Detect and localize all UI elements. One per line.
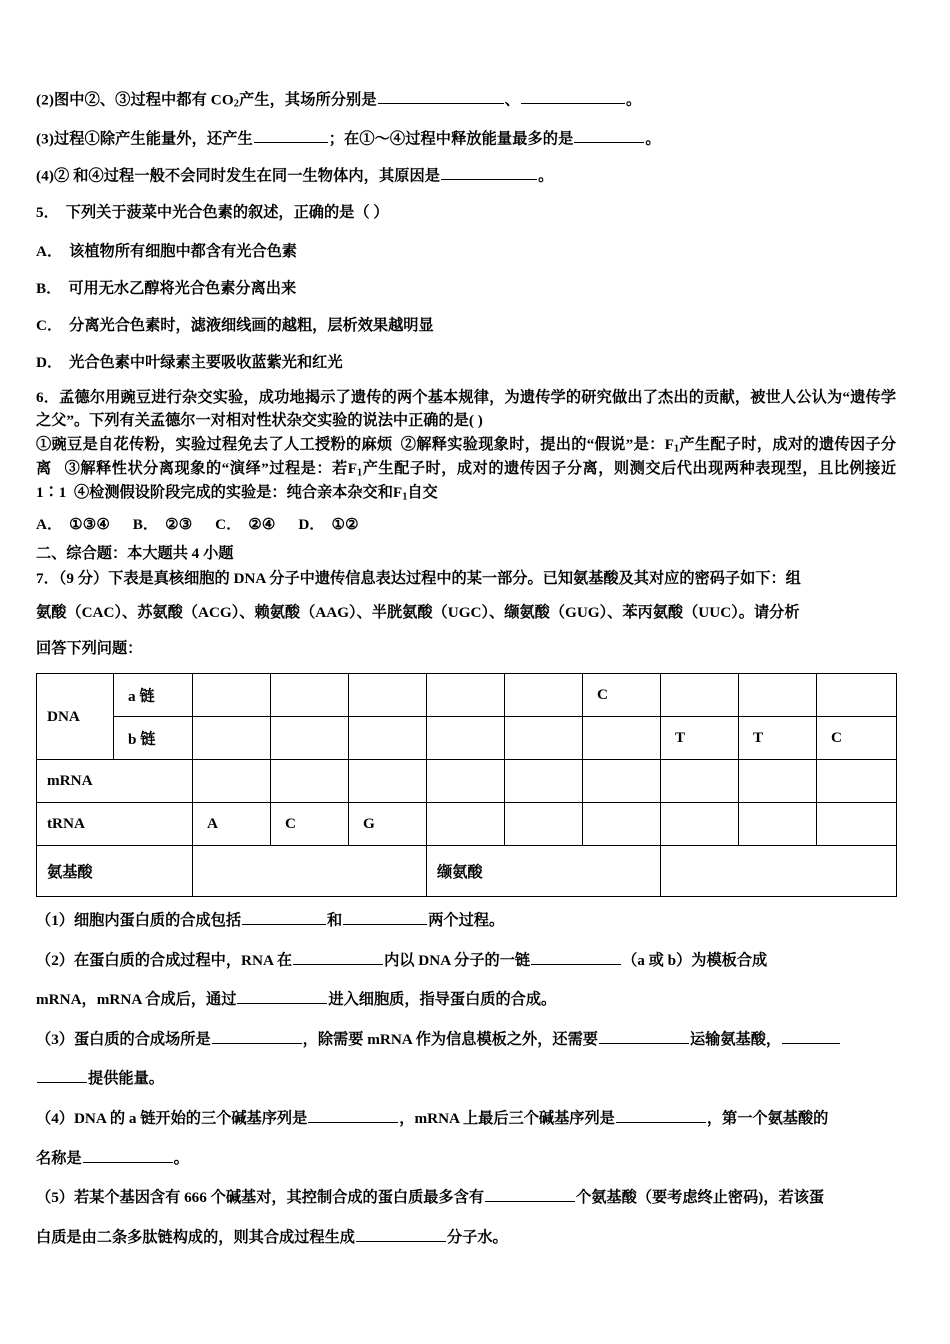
option-text: ①② xyxy=(331,516,359,534)
statement-2-a: ②解释实验现象时，提出的“假说”是：F xyxy=(400,435,674,453)
question7-score: （9 分） xyxy=(58,569,109,587)
question5-option-a[interactable] xyxy=(36,233,896,270)
f1-subscript: 1 xyxy=(673,442,680,454)
dna-expression-table xyxy=(36,673,897,897)
statement-2-b: 产生配子时，成对的遗传因子分离 xyxy=(36,435,897,477)
option-text: ②③ xyxy=(165,516,193,534)
statement-3-b: 产生配子时，成对的遗传因子分离，则测交后代出现两种表现型，且比例接近1∶1 xyxy=(36,459,897,501)
question5-option-c[interactable] xyxy=(36,307,896,344)
sub5-text1: 若某个基因含有 666 个碱基对，其控制合成的蛋白质最多含有 xyxy=(73,1189,485,1207)
sub4-text3: ，第一个氨基酸的 xyxy=(706,1110,829,1128)
answer-blank[interactable] xyxy=(574,128,644,143)
answer-blank[interactable] xyxy=(599,1028,689,1043)
question7-stem-line2 xyxy=(36,590,896,626)
row-sub-label: b 链 xyxy=(128,730,156,748)
co2-subscript: 2 xyxy=(233,98,240,110)
cell-t4[interactable] xyxy=(427,803,505,846)
sub3-l2-text1: 提供能量。 xyxy=(88,1070,164,1088)
cell-m6[interactable] xyxy=(583,760,661,803)
question6-number: 6． xyxy=(36,389,60,407)
answer-blank[interactable] xyxy=(254,128,328,143)
cell-a5[interactable] xyxy=(505,674,583,717)
q4p2-prefix: (2) xyxy=(36,91,55,109)
cell-t2[interactable]: C xyxy=(271,803,349,846)
question6-option-b[interactable] xyxy=(133,516,193,533)
f1-subscript: 1 xyxy=(357,466,363,478)
question7-sub3-line2 xyxy=(36,1059,896,1099)
question7-stem-line1: 下表是真核细胞的 DNA 分子中遗传信息表达过程中的某一部分。已知氨基酸及其对应的密码子如下：组 xyxy=(108,569,801,587)
sub2-text1: 在蛋白质的合成过程中，RNA 在 xyxy=(73,951,293,969)
q4p3-prefix: (3) xyxy=(36,130,55,148)
question7-sub5 xyxy=(36,1178,896,1218)
cell-m8[interactable] xyxy=(739,760,817,803)
answer-blank[interactable] xyxy=(521,89,625,104)
option-label: C． xyxy=(36,316,63,334)
sub2-l2-text1: mRNA，mRNA 合成后，通过 xyxy=(36,991,237,1009)
sub-prefix: （5） xyxy=(36,1189,74,1207)
option-text: ①③④ xyxy=(69,516,111,534)
answer-blank[interactable] xyxy=(343,910,427,925)
cell-b6[interactable] xyxy=(583,717,661,760)
option-label: B． xyxy=(132,516,159,534)
amino-acid-1[interactable] xyxy=(193,846,427,897)
q4p2-text-mid: 产生，其场所分别是 xyxy=(239,91,377,109)
cell-b9[interactable]: C xyxy=(817,717,897,760)
question6-stem xyxy=(36,381,896,432)
q4p3-text-end: 。 xyxy=(645,130,661,148)
answer-blank[interactable] xyxy=(293,949,383,964)
cell-b2[interactable] xyxy=(271,717,349,760)
row-label: tRNA xyxy=(47,815,85,833)
row-label: mRNA xyxy=(47,772,93,790)
question7-sub3 xyxy=(36,1020,896,1060)
cell-m2[interactable] xyxy=(271,760,349,803)
sub4-text1: DNA 的 a 链开始的三个碱基序列是 xyxy=(73,1110,308,1128)
cell-a8[interactable] xyxy=(739,674,817,717)
amino-acid-3[interactable] xyxy=(661,846,897,897)
sub1-text3: 两个过程。 xyxy=(428,912,505,930)
sub3-text3: 运输氨基酸， xyxy=(689,1030,782,1048)
sub-prefix: （4） xyxy=(36,1110,74,1128)
option-label: C． xyxy=(215,516,242,534)
cell-m3[interactable] xyxy=(349,760,427,803)
sub5-l2-text1: 白质是由二条多肽链构成的，则其合成过程生成 xyxy=(36,1228,355,1246)
option-text: ②④ xyxy=(248,516,276,534)
statement-4-b: 自交 xyxy=(407,483,438,501)
table-row xyxy=(37,674,897,717)
question7-sub5-line2 xyxy=(36,1218,896,1258)
cell-b8[interactable]: T xyxy=(739,717,817,760)
cell-t9[interactable] xyxy=(817,803,897,846)
cell-a6[interactable]: C xyxy=(583,674,661,717)
question5-stem xyxy=(36,192,896,232)
sub5-text2: 个氨基酸（要考虑终止密码)，若该蛋 xyxy=(576,1189,825,1207)
option-label: A． xyxy=(36,516,63,534)
cell-t6[interactable] xyxy=(583,803,661,846)
sub2-l2-text2: 进入细胞质，指导蛋白质的合成。 xyxy=(328,991,557,1009)
sub3-text2: ，除需要 mRNA 作为信息模板之外，还需要 xyxy=(302,1030,598,1048)
option-label: D． xyxy=(36,354,63,372)
option-text: 分离光合色素时，滤液细线画的越粗，层析效果越明显 xyxy=(69,316,434,334)
question6-option-a[interactable] xyxy=(36,516,110,533)
cell-m1[interactable] xyxy=(193,760,271,803)
answer-blank[interactable] xyxy=(531,949,621,964)
row-label: 氨基酸 xyxy=(47,863,93,881)
sub4-l2-text1: 名称是 xyxy=(36,1149,82,1167)
question6-stem-text: 孟德尔用豌豆进行杂交实验，成功地揭示了遗传的两个基本规律，为遗传学的研究做出了杰出的贡献，被世人公认为“遗传学之父”。下列有关孟德尔一对相对性状杂交实验的说法中正确的是( ) xyxy=(36,389,897,430)
f1-subscript: 1 xyxy=(402,490,408,502)
cell-a1[interactable] xyxy=(193,674,271,717)
answer-blank[interactable] xyxy=(782,1028,840,1043)
answer-blank[interactable] xyxy=(441,165,537,180)
question6-option-d[interactable] xyxy=(298,516,358,533)
statement-4-a: ④检测假设阶段完成的实验是：纯合亲本杂交和F xyxy=(73,483,403,501)
q4p3-text-before: 过程①除产生能量外，还产生 xyxy=(54,130,253,148)
answer-blank[interactable] xyxy=(485,1187,575,1202)
question7-sub1 xyxy=(36,903,896,941)
cell-t5[interactable] xyxy=(505,803,583,846)
row-sub-label: a 链 xyxy=(128,687,155,705)
q4p3-text-mid: ；在①～④过程中释放能量最多的是 xyxy=(328,130,574,148)
question5-number: 5． xyxy=(36,204,59,222)
page-content xyxy=(36,80,896,1257)
sub4-text2: ，mRNA 上最后三个碱基序列是 xyxy=(399,1110,615,1128)
sub-prefix: （2） xyxy=(36,951,74,969)
section2-heading: 二、综合题：本大题共 4 小题 xyxy=(36,544,234,562)
question6-options xyxy=(36,504,896,542)
sub2-text2: 内以 DNA 分子的一链 xyxy=(384,951,531,969)
cell-t1[interactable]: A xyxy=(193,803,271,846)
q4p2-separator: 、 xyxy=(504,91,520,109)
cell-t3[interactable]: G xyxy=(349,803,427,846)
q4p2-text-before: 图中②、③过程中都有 CO xyxy=(54,91,234,109)
question4-part4 xyxy=(36,156,896,193)
sub4-l2-text2: 。 xyxy=(173,1149,189,1167)
cell-t8[interactable] xyxy=(739,803,817,846)
answer-blank[interactable] xyxy=(356,1226,446,1241)
question6-option-c[interactable] xyxy=(215,516,275,533)
cell-b4[interactable] xyxy=(427,717,505,760)
sub1-text2: 和 xyxy=(327,912,343,930)
amino-acid-2[interactable]: 缬氨酸 xyxy=(427,846,661,897)
question4-part2 xyxy=(36,80,896,119)
q4p4-text-before: ② 和④过程一般不会同时发生在同一生物体内，其原因是 xyxy=(54,167,441,185)
answer-blank[interactable] xyxy=(242,910,326,925)
cell-b3[interactable] xyxy=(349,717,427,760)
question7-stem-line2-text: 氨酸（CAC）、苏氨酸（ACG）、赖氨酸（AAG）、半胱氨酸（UGC）、缬氨酸（GUG）、苯丙氨酸（UUC）。请分析 xyxy=(36,603,800,621)
question7-sub4-line2 xyxy=(36,1139,896,1179)
option-text: 可用无水乙醇将光合色素分离出来 xyxy=(68,279,297,297)
q4p4-prefix: (4) xyxy=(36,167,55,185)
question7-sub2-line2 xyxy=(36,980,896,1020)
cell-a7[interactable] xyxy=(661,674,739,717)
sub5-l2-text2: 分子水。 xyxy=(446,1228,508,1246)
option-label: D． xyxy=(298,516,325,534)
sub3-text1: 蛋白质的合成场所是 xyxy=(73,1030,211,1048)
question7-number: 7． xyxy=(36,569,59,587)
sub-prefix: （1） xyxy=(36,912,74,930)
answer-blank[interactable] xyxy=(37,1068,87,1083)
dna-label-cell xyxy=(37,674,114,760)
row-label: DNA xyxy=(47,707,80,725)
cell-a4[interactable] xyxy=(427,674,505,717)
amino-acid-label-cell xyxy=(37,846,193,897)
sub2-text3: （a 或 b）为模板合成 xyxy=(622,951,768,969)
q4p2-text-end: 。 xyxy=(625,91,642,109)
option-text: 光合色素中叶绿素主要吸收蓝紫光和红光 xyxy=(69,354,343,372)
question4-part3 xyxy=(36,119,896,156)
answer-blank[interactable] xyxy=(308,1108,398,1123)
question7-sub4 xyxy=(36,1099,896,1139)
option-label: A． xyxy=(36,242,63,260)
answer-blank[interactable] xyxy=(616,1108,706,1123)
table-row xyxy=(37,846,897,897)
cell-a9[interactable] xyxy=(817,674,897,717)
answer-blank[interactable] xyxy=(237,989,327,1004)
question7-sub2 xyxy=(36,941,896,981)
question6-statements xyxy=(36,433,896,505)
q4p4-text-end: 。 xyxy=(538,167,554,185)
cell-m5[interactable] xyxy=(505,760,583,803)
b-strand-label xyxy=(114,717,193,760)
question7-stem-line3 xyxy=(36,626,896,662)
cell-m4[interactable] xyxy=(427,760,505,803)
trna-label-cell xyxy=(37,803,193,846)
sub-prefix: （3） xyxy=(36,1030,74,1048)
table-row xyxy=(37,803,897,846)
option-text: 该植物所有细胞中都含有光合色素 xyxy=(69,242,297,260)
answer-blank[interactable] xyxy=(83,1147,173,1162)
question7-subquestions xyxy=(36,903,896,1257)
answer-blank[interactable] xyxy=(378,89,504,104)
question7-stem xyxy=(36,567,896,590)
cell-m9[interactable] xyxy=(817,760,897,803)
cell-b5[interactable] xyxy=(505,717,583,760)
cell-b1[interactable] xyxy=(193,717,271,760)
cell-a3[interactable] xyxy=(349,674,427,717)
answer-blank[interactable] xyxy=(212,1028,302,1043)
statement-1: ①豌豆是自花传粉，实验过程免去了人工授粉的麻烦 xyxy=(36,435,393,453)
table-row xyxy=(37,717,897,760)
a-strand-label xyxy=(114,674,193,717)
option-label: B． xyxy=(36,279,62,297)
question5-option-b[interactable] xyxy=(36,270,896,307)
mrna-label-cell xyxy=(37,760,193,803)
sub1-text1: 细胞内蛋白质的合成包括 xyxy=(73,912,242,930)
cell-m7[interactable] xyxy=(661,760,739,803)
cell-b7[interactable]: T xyxy=(661,717,739,760)
question5-stem-text: 下列关于菠菜中光合色素的叙述，正确的是（ ） xyxy=(65,204,389,222)
statement-3-a: ③解释性状分离现象的“演绎”过程是：若F xyxy=(64,459,358,477)
question7-stem-line3-text: 回答下列问题： xyxy=(36,639,143,657)
cell-a2[interactable] xyxy=(271,674,349,717)
table-row xyxy=(37,760,897,803)
question5-option-d[interactable] xyxy=(36,344,896,381)
cell-t7[interactable] xyxy=(661,803,739,846)
